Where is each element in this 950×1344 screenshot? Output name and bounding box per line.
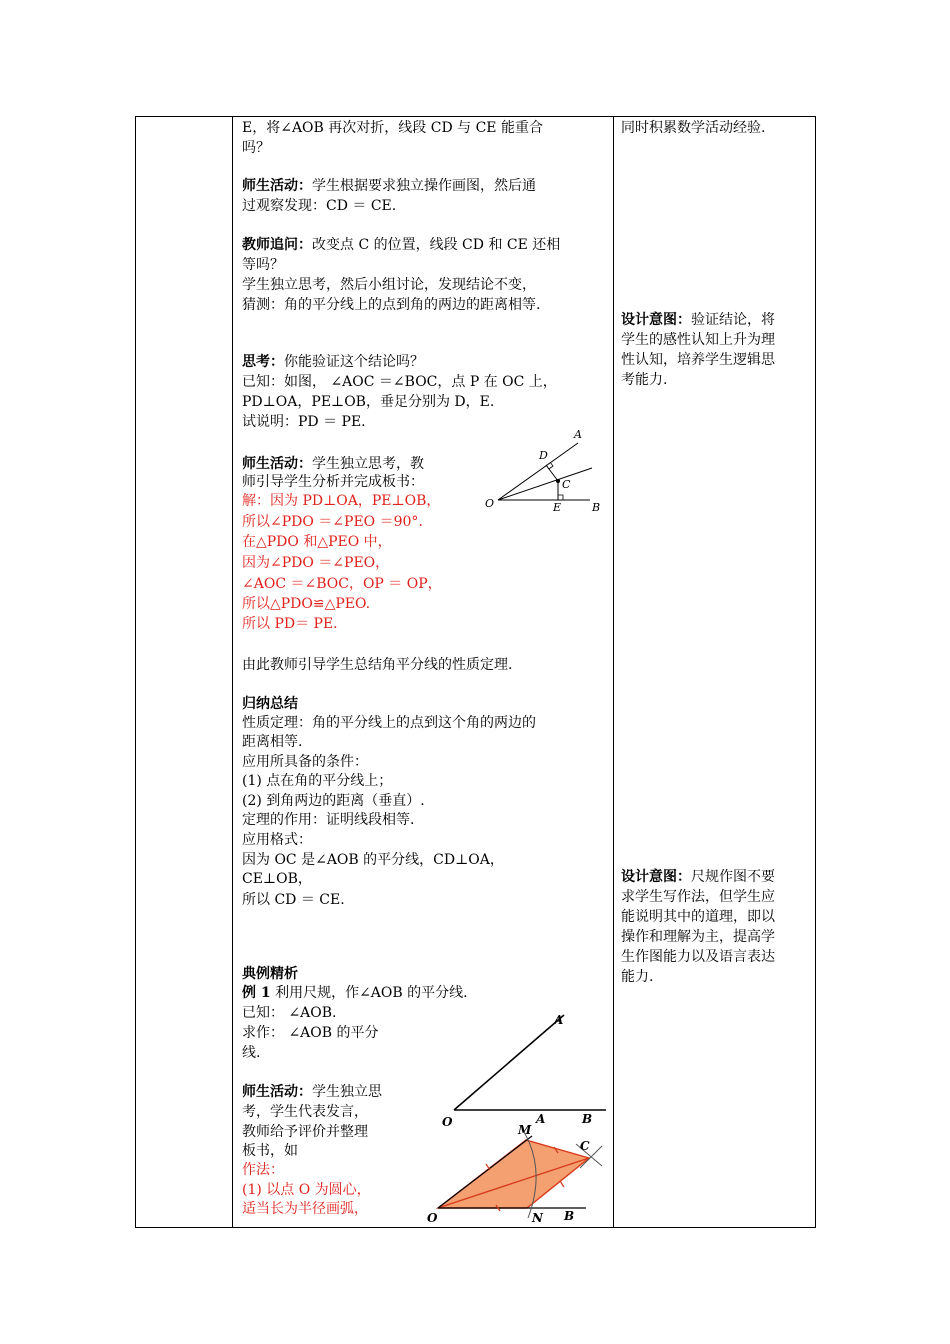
column-divider bbox=[232, 117, 233, 1227]
text: 学生独立思 bbox=[312, 1084, 382, 1100]
label: 师生活动： bbox=[242, 178, 312, 194]
text-line: 性质定理：角的平分线上的点到这个角的两边的 bbox=[242, 715, 536, 731]
text-line: 教师给予评价并整理 bbox=[242, 1124, 368, 1140]
text-line: 考能力. bbox=[621, 372, 668, 388]
text: 利用尺规，作∠AOB 的平分线. bbox=[270, 985, 468, 1001]
ray-oa bbox=[454, 1015, 564, 1110]
label-a-small: A bbox=[536, 1112, 546, 1126]
text-line: 距离相等. bbox=[242, 734, 303, 750]
ray-oa bbox=[498, 443, 578, 500]
text-line: CE⊥OB， bbox=[242, 871, 312, 887]
text-line: 应用所具备的条件： bbox=[242, 754, 368, 770]
text-line: 板书，如 bbox=[242, 1143, 298, 1159]
text: 尺规作图不要 bbox=[691, 869, 775, 885]
text: 你能验证这个结论吗？ bbox=[284, 354, 424, 370]
text-line: 试说明：PD ＝ PE. bbox=[242, 414, 366, 430]
text-line: PD⊥OA，PE⊥OB，垂足分别为 D，E. bbox=[242, 394, 495, 410]
label-o: O bbox=[427, 1211, 438, 1225]
text-line: 同时积累数学活动经验. bbox=[621, 120, 766, 136]
text-line: 由此教师引导学生总结角平分线的性质定理. bbox=[242, 657, 513, 673]
paragraph bbox=[242, 983, 468, 1003]
label-d: D bbox=[539, 449, 548, 462]
section-title: 归纳总结 bbox=[242, 696, 298, 712]
paragraph bbox=[621, 310, 775, 330]
label: 师生活动： bbox=[242, 1084, 312, 1100]
label-a: A bbox=[574, 428, 582, 441]
label-c: C bbox=[562, 478, 571, 491]
label: 设计意图： bbox=[621, 869, 691, 885]
text-line: (2) 到角两边的距离（垂直）. bbox=[242, 793, 425, 809]
method-line: (1) 以点 O 为圆心， bbox=[242, 1182, 371, 1198]
text-line: 定理的作用：证明线段相等. bbox=[242, 812, 415, 828]
text-line: 能力. bbox=[621, 969, 654, 985]
solution-line: 所以∠PDO ＝∠PEO ＝90°. bbox=[242, 514, 423, 530]
text: 学生根据要求独立操作画图，然后通 bbox=[312, 178, 536, 194]
text-line: 考，学生代表发言， bbox=[242, 1104, 368, 1120]
solution-line: ∠AOC ＝∠BOC，OP ＝ OP， bbox=[242, 576, 442, 592]
text-line: (1) 点在角的平分线上； bbox=[242, 773, 393, 789]
label-b: B bbox=[564, 1209, 575, 1223]
text-line: 已知：如图， ∠AOC ＝∠BOC，点 P 在 OC 上， bbox=[242, 374, 557, 390]
text-line: 师引导学生分析并完成板书： bbox=[242, 474, 424, 490]
text-line: 学生独立思考，然后小组讨论，发现结论不变， bbox=[242, 277, 536, 293]
text-line: 性认知，培养学生逻辑思 bbox=[621, 352, 775, 368]
text: 验证结论，将 bbox=[691, 312, 775, 328]
method-line: 适当长为半径画弧， bbox=[242, 1201, 368, 1217]
ray-oc bbox=[498, 468, 592, 500]
angle-bisector-figure bbox=[480, 425, 610, 517]
text-line: E，将∠AOB 再次对折，线段 CD 与 CE 能重合 bbox=[242, 120, 543, 136]
solution-line: 在△PDO 和△PEO 中， bbox=[242, 534, 392, 550]
segment-pd bbox=[546, 465, 558, 481]
text: 学生独立思考，教 bbox=[312, 456, 424, 472]
solution-line: 所以 PD＝ PE. bbox=[242, 616, 338, 632]
label-o: O bbox=[442, 1115, 453, 1129]
given-angle-figure bbox=[436, 1010, 616, 1130]
label: 设计意图： bbox=[621, 312, 691, 328]
point-c bbox=[556, 479, 560, 483]
text-line: 等吗？ bbox=[242, 257, 284, 273]
text-line: 线. bbox=[242, 1045, 261, 1061]
text-line: 求作： ∠AOB 的平分 bbox=[242, 1025, 379, 1041]
label-o: O bbox=[485, 497, 495, 510]
text: 改变点 C 的位置，线段 CD 和 CE 还相 bbox=[312, 237, 561, 253]
label-n: N bbox=[532, 1211, 543, 1225]
label-e: E bbox=[553, 501, 562, 514]
method-line: 作法： bbox=[242, 1162, 284, 1178]
section-title: 典例精析 bbox=[242, 966, 298, 982]
paragraph bbox=[242, 352, 424, 372]
text-line: 已知： ∠AOB. bbox=[242, 1005, 337, 1021]
text-line: 学生的感性认知上升为理 bbox=[621, 332, 775, 348]
construction-figure bbox=[424, 1118, 614, 1230]
label-c: C bbox=[580, 1139, 590, 1153]
right-angle-mark bbox=[558, 495, 563, 500]
label: 例 1 bbox=[242, 985, 271, 1001]
text-line: 操作和理解为主，提高学 bbox=[621, 929, 775, 945]
text-line: 能说明其中的道理，即以 bbox=[621, 909, 775, 925]
label: 教师追问： bbox=[242, 237, 312, 253]
tick-mark bbox=[560, 1181, 564, 1187]
solution-line: 解：因为 PD⊥OA，PE⊥OB， bbox=[242, 493, 441, 509]
label-b: B bbox=[582, 1112, 593, 1126]
text-line: 生作图能力以及语言表达 bbox=[621, 949, 775, 965]
paragraph bbox=[242, 176, 536, 196]
text-line: 吗？ bbox=[242, 140, 270, 156]
text-line: 过观察发现：CD ＝ CE. bbox=[242, 198, 397, 214]
label-a: A bbox=[554, 1013, 564, 1027]
label: 思考： bbox=[242, 354, 284, 370]
text-line: 应用格式： bbox=[242, 832, 312, 848]
paragraph bbox=[242, 454, 424, 474]
paragraph bbox=[242, 235, 560, 255]
label-m: M bbox=[518, 1123, 532, 1137]
label: 师生活动： bbox=[242, 456, 312, 472]
text-line: 所以 CD ＝ CE. bbox=[242, 892, 345, 908]
label-b: B bbox=[592, 501, 601, 514]
paragraph bbox=[621, 867, 775, 887]
text-line: 求学生写作法，但学生应 bbox=[621, 889, 775, 905]
text-line: 因为 OC 是∠AOB 的平分线，CD⊥OA， bbox=[242, 852, 504, 868]
text-line: 猜测：角的平分线上的点到角的两边的距离相等. bbox=[242, 297, 541, 313]
solution-line: 所以△PDO≌△PEO. bbox=[242, 596, 371, 612]
solution-line: 因为∠PDO ＝∠PEO， bbox=[242, 555, 390, 571]
paragraph bbox=[242, 1082, 382, 1102]
